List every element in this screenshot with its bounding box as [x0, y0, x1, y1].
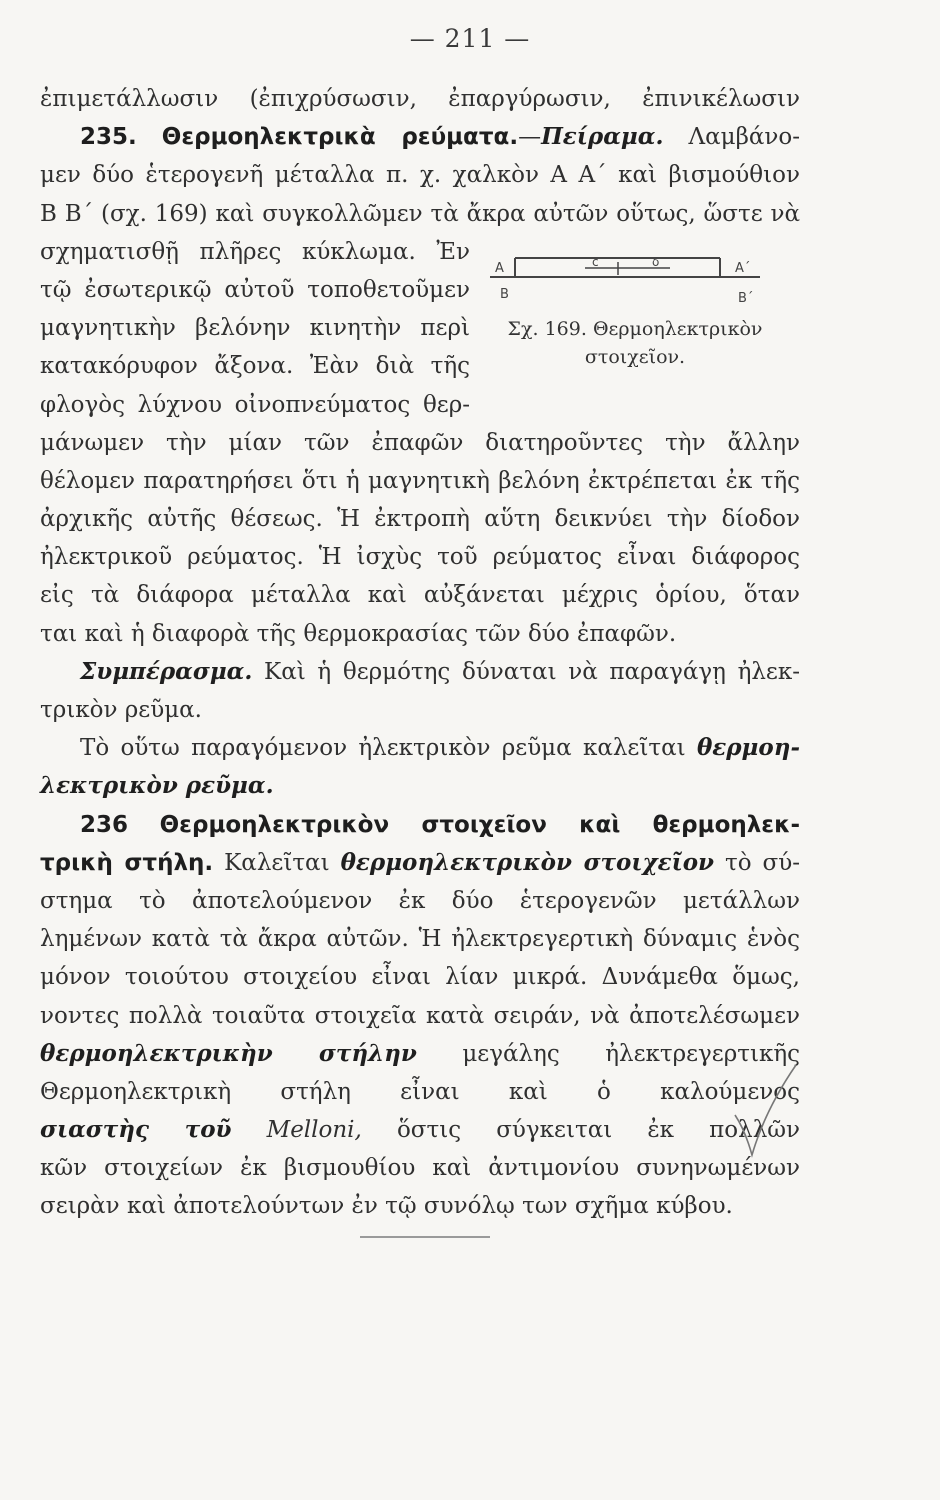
checkmark-icon [730, 1060, 800, 1170]
text-line [40, 462, 800, 500]
text-line [40, 920, 800, 958]
text-span: Β Β΄ (σχ. 169) καὶ συγκολλῶμεν τὰ ἄκρα αὐτῶν οὕτως, ὥστε νὰ [40, 200, 800, 227]
text-line [40, 233, 470, 271]
text-span: στημα τὸ ἀποτελούμενον ἐκ δύο ἑτερογενῶν μετάλλων [40, 887, 800, 914]
term-emphasis: σιαστὴς τοῦ [40, 1116, 232, 1144]
text-span: Τὸ οὕτω παραγόμενον ἠλεκτρικὸν ρεῦμα καλεῖται [80, 735, 686, 762]
label-c: c [592, 255, 599, 269]
text-span: τρικὸν ρεῦμα. [40, 697, 202, 723]
text-span: Θερμοηλεκτρικὴ στήλη εἶναι καὶ ὁ καλούμενος [40, 1078, 800, 1105]
text-span: ται καὶ ἡ διαφορὰ τῆς θερμοκρασίας τῶν δύο ἐπαφῶν. [40, 620, 677, 647]
text-line [40, 729, 800, 767]
text-span: Καλεῖται [224, 849, 330, 876]
text-line [40, 1111, 800, 1149]
thermocouple-diagram [470, 240, 770, 315]
text-line [40, 844, 800, 882]
text-line [40, 1035, 800, 1073]
text-span: μάνωμεν τὴν μίαν τῶν ἐπαφῶν διατηροῦντες τὴν ἄλλην [40, 429, 800, 456]
conclusion-line [40, 653, 800, 691]
term-emphasis: θερμοη- [696, 734, 800, 762]
text-span: νοντες πολλὰ τοιαῦτα στοιχεῖα κατὰ σειράν, νὰ ἀποτελέσωμεν [40, 1002, 800, 1029]
text-span: τὸ σύ- [725, 849, 800, 876]
text-line [40, 156, 800, 194]
text-span: μεν δύο ἑτερογενῆ μέταλλα π. χ. χαλκὸν Α Α΄ καὶ βισμούθιον [40, 162, 800, 189]
experiment-label: Πείραμα. [541, 123, 664, 151]
conclusion-label: Συμπέρασμα. [80, 657, 253, 685]
label-a: A [495, 261, 504, 276]
label-b-prime: B΄ [738, 291, 754, 306]
text-span: σειρὰν καὶ ἀποτελούντων ἐν τῷ συνόλῳ των σχῆμα κύβου. [40, 1193, 733, 1220]
section-number: 236 [80, 811, 129, 838]
text-span: ἐπιμετάλλωσιν (ἐπιχρύσωσιν, ἐπαργύρωσιν, ἐπινικέλωσιν [40, 86, 800, 112]
text-line [40, 882, 800, 920]
text-span: ὅστις σύγκειται ἐκ πολλῶν [396, 1117, 800, 1144]
text-span: εἰς τὰ διάφορα μέταλλα καὶ αὐξάνεται μέχρις ὁρίου, ὅταν [40, 582, 800, 609]
text-line [40, 195, 800, 233]
term-emphasis: θερμοηλεκτρικὴν στήλην [40, 1039, 417, 1067]
text-line [40, 997, 800, 1035]
text-span: σχηματισθῇ πλῆρες κύκλωμα. Ἐν [40, 238, 470, 265]
text-line [40, 424, 800, 462]
text-span: ἠλεκτρικοῦ ρεύματος. Ἡ ἰσχὺς τοῦ ρεύματος εἶναι διάφορος [40, 544, 800, 571]
text-line [40, 1149, 800, 1187]
section-title: Θερμοηλεκτρικὸν στοιχεῖον καὶ θερμοηλεκ- [159, 811, 800, 838]
text-span: φλογὸς λύχνου οἰνοπνεύματος θερ- [40, 391, 470, 418]
text-line [40, 691, 800, 729]
text-line [40, 309, 470, 347]
text-line [40, 615, 800, 653]
text-line [40, 538, 800, 576]
caption-title-cont: στοιχεῖον. [584, 346, 686, 368]
text-line [40, 386, 470, 424]
label-needle: δ [652, 255, 660, 269]
text-line [40, 767, 800, 805]
text-span: ἀρχικῆς αὐτῆς θέσεως. Ἡ ἐκτροπὴ αὕτη δεικνύει τὴν δίοδον [40, 506, 800, 533]
text-span: κῶν στοιχείων ἐκ βισμουθίου καὶ ἀντιμονίου συνηνωμένων [40, 1155, 800, 1182]
person-name: Melloni, [266, 1117, 362, 1144]
text-line [40, 271, 470, 309]
label-b: B [500, 287, 509, 302]
text-span: μόνον τοιούτου στοιχείου εἶναι λίαν μικρά. Δυνάμεθα ὅμως, [40, 964, 800, 991]
text-span: θέλομεν παρατηρήσει ὅτι ἡ μαγνητικὴ βελόνη ἐκτρέπεται ἐκ τῆς [40, 467, 800, 494]
text-span: Λαμβάνο- [688, 124, 800, 151]
text-span: μεγάλης ἠλεκτρεγερτικῆς [462, 1040, 800, 1067]
text-span: τῷ ἐσωτερικῷ αὐτοῦ τοποθετοῦμεν [40, 276, 470, 303]
text-span: Καὶ ἡ θερμότης δύναται νὰ παραγάγῃ ἠλεκ- [264, 658, 800, 685]
text-line [40, 1073, 800, 1111]
section-title: Θερμοηλεκτρικὰ ρεύματα. [161, 124, 519, 151]
text-line [40, 958, 800, 996]
section-235-heading-line [40, 118, 800, 156]
caption-label: Σχ. 169. [507, 318, 587, 340]
caption-line [500, 315, 770, 343]
dash: — [518, 124, 542, 151]
text-span: μαγνητικὴν βελόνην κινητὴν περὶ [40, 315, 470, 342]
divider-line [360, 1236, 490, 1238]
text-line [40, 1187, 800, 1225]
text-line [40, 500, 800, 538]
term-emphasis: θερμοηλεκτρικὸν στοιχεῖον [340, 848, 715, 876]
text-line [40, 576, 800, 614]
label-a-prime: A΄ [735, 261, 751, 276]
term-emphasis: λεκτρικὸν ρεῦμα. [40, 772, 274, 800]
section-236-heading-line [40, 806, 800, 844]
section-number: 235. [80, 124, 137, 151]
page-number: — 211 — [409, 24, 531, 53]
text-line [40, 347, 470, 385]
text-line [40, 80, 800, 118]
text-span: κατακόρυφον ἄξονα. Ἐὰν διὰ τῆς [40, 353, 470, 380]
text-span: λημένων κατὰ τὰ ἄκρα αὐτῶν. Ἡ ἠλεκτρεγερτικὴ δύναμις ἑνὸς [40, 926, 800, 953]
section-title-cont: τρικὴ στήλη. [40, 849, 214, 876]
caption-title: Θερμοηλεκτρικὸν [592, 318, 763, 340]
figure-caption [500, 315, 770, 371]
